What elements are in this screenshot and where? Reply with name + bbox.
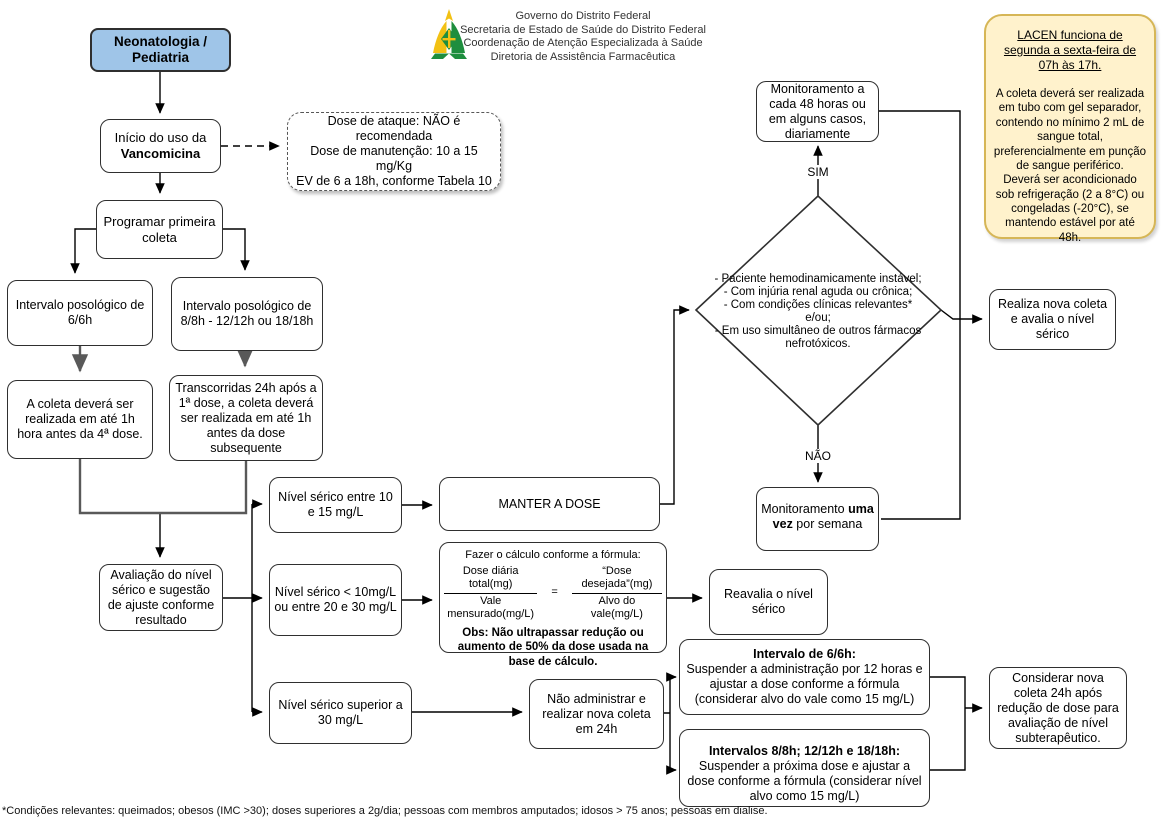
footnote-condicoes-relevantes: *Condições relevantes: queimados; obesos (IMC >30); doses superiores a 2g/dia; pessoas com membros amputados; idosos > 75 anos; pessoas em dialise. xyxy=(2,805,768,817)
node-label: Reavalia o nível sérico xyxy=(724,587,813,616)
fraction-denominator: Alvo do vale(mg/L) xyxy=(590,594,643,620)
dose-note-line2: Dose de manutenção: 10 a 15 mg/Kg xyxy=(310,144,478,173)
node-label: Avaliação do nível sérico e sugestão de ajuste conforme resultado xyxy=(107,567,215,627)
node-label: Realiza nova coleta e avalia o nível sérico xyxy=(997,297,1108,341)
node-nivel-menor10-ou-20-30 xyxy=(269,564,402,636)
node-neonatologia-pediatria xyxy=(90,28,231,72)
decision-line-1: - Paciente hemodinamicamente instável; xyxy=(714,273,922,285)
formula-fraction-right xyxy=(572,565,662,621)
node-nao-administrar xyxy=(529,679,664,749)
node-intervalo-8-12-18h xyxy=(171,277,323,351)
node-nivel-superior-30 xyxy=(269,682,412,744)
lacen-title: LACEN funciona de segunda a sexta-feira de 07h às 17h. xyxy=(1003,28,1137,72)
node-label: Não administrar e realizar nova coleta em 24h xyxy=(542,691,651,736)
node-label: Programar primeira coleta xyxy=(103,213,216,245)
formula-fraction-left xyxy=(444,565,537,621)
node-nivel-10-15 xyxy=(269,477,402,533)
node-formula-calculo xyxy=(439,542,667,668)
dose-note-line3: EV de 6 a 18h, conforme Tabela 10 xyxy=(296,174,492,188)
dose-note-line1: Dose de ataque: NÃO é recomendada xyxy=(327,114,461,143)
node-monitoramento-semanal xyxy=(756,487,879,551)
node-label-part: Monitoramento xyxy=(761,502,849,516)
fraction-numerator: “Dose desejada”(mg) xyxy=(572,565,662,593)
lacen-body-2: Deverá ser acondicionado sob refrigeração (2 a 8°C) ou congeladas (-20°C), se mantendo estável por até 48h. xyxy=(995,174,1145,244)
org-line-3: Coordenação de Atenção Especializada à Saúde xyxy=(463,37,703,49)
node-label-line1: Início do uso da xyxy=(114,130,207,146)
org-line-4: Diretoria de Assistência Farmacêutica xyxy=(490,50,676,63)
node-coleta-antes-4a-dose xyxy=(7,380,153,459)
node-intervalo-6h xyxy=(7,280,153,346)
decision-line-4: - Em uso simultâneo de outros fármacos nefrotóxicos. xyxy=(714,325,922,350)
node-label: Considerar nova coleta 24h após redução de dose para avaliação de nível subterapêutico. xyxy=(997,670,1119,745)
lacen-body-1: A coleta deverá ser realizada em tubo com gel separador, contendo no mínimo 2 mL de sangue total, preferencialmente em punção de sangue periférico. xyxy=(993,88,1147,172)
node-realiza-nova-coleta xyxy=(989,289,1116,350)
equals-sign: = xyxy=(551,586,558,599)
edge-label-sim: SIM xyxy=(807,165,829,179)
node-label-line2: Vancomicina xyxy=(120,146,201,161)
org-line-1: Governo do Distrito Federal xyxy=(515,10,651,22)
node-manter-a-dose xyxy=(439,477,660,531)
node-programar-coleta xyxy=(96,200,223,259)
node-acao-intervalo-6h xyxy=(679,639,930,715)
node-label: Nível sérico < 10mg/L ou entre 20 e 30 mg/L xyxy=(274,585,397,614)
node-label: Intervalo posológico de 8/8h - 12/12h ou 18/18h xyxy=(180,299,314,328)
node-label: Transcorridas 24h após a 1ª dose, a coleta deverá ser realizada em até 1h antes da dose subsequente xyxy=(175,380,317,455)
note-dose-recomendacao xyxy=(287,112,501,191)
fraction-denominator: Vale mensurado(mg/L) xyxy=(447,594,535,620)
node-inicio-vancomicina xyxy=(100,119,221,173)
node-considerar-nova-coleta xyxy=(989,667,1127,749)
org-line-2: Secretaria de Estado de Saúde do Distrito Federal xyxy=(460,23,706,36)
node-label: A coleta deverá ser realizada em até 1h hora antes da 4ª dose. xyxy=(17,397,143,441)
formula-row xyxy=(444,565,662,621)
formula-title: Fazer o cálculo conforme a fórmula: xyxy=(465,549,641,561)
node-label: MANTER A DOSE xyxy=(498,496,601,511)
action-heading: Intervalo de 6/6h: xyxy=(753,647,856,661)
decision-line-2: - Com injúria renal aguda ou crônica; xyxy=(723,286,913,298)
node-label-bold: uma vez xyxy=(772,502,874,531)
decision-diamond-text xyxy=(712,260,924,364)
action-body: Suspender a próxima dose e ajustar a dose conforme a fórmula (considerar nível alvo como 15 mg/L) xyxy=(687,759,922,803)
action-body: Suspender a administração por 12 horas e ajustar a dose conforme a fórmula (considerar alvo do vale como 15 mg/L) xyxy=(686,662,923,706)
node-avaliacao-nivel-serico xyxy=(99,564,223,631)
node-acao-intervalos-8-12-18h xyxy=(679,729,930,807)
node-label-part: por semana xyxy=(792,517,863,531)
node-transcorridas-24h xyxy=(169,375,323,461)
node-monitoramento-48h xyxy=(756,81,879,142)
fraction-numerator: Dose diária total(mg) xyxy=(444,565,537,593)
node-label: Monitoramento a cada 48 horas ou em alguns casos, diariamente xyxy=(768,81,867,141)
node-label: Neonatologia / Pediatria xyxy=(113,33,207,65)
action-heading: Intervalos 8/8h; 12/12h e 18/18h: xyxy=(708,744,901,758)
decision-line-3: - Com condições clínicas relevantes* e/ou; xyxy=(723,299,913,324)
edge-label-nao: NÃO xyxy=(804,449,832,463)
formula-obs: Obs: Não ultrapassar redução ou aumento de 50% da dose usada na base de cálculo. xyxy=(457,626,649,668)
node-label: Nível sérico entre 10 e 15 mg/L xyxy=(278,490,393,519)
org-header xyxy=(452,10,714,64)
node-reavalia-nivel-serico xyxy=(709,569,828,635)
node-label: Nível sérico superior a 30 mg/L xyxy=(278,698,403,727)
node-label: Intervalo posológico de 6/6h xyxy=(15,298,145,327)
lacen-note xyxy=(984,14,1156,244)
